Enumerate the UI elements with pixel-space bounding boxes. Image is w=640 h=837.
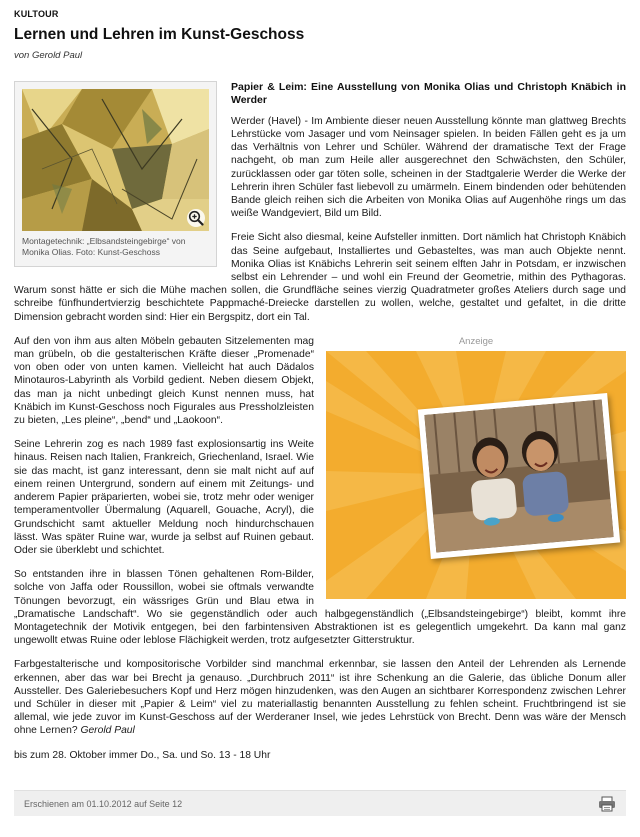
children-photo [424,399,613,552]
article-subhead: Papier & Leim: Eine Ausstellung von Monika Olias und Christoph Knäbich in Werder [231,80,626,106]
photo-caption: Montagetechnik: „Elbsandsteingebirge“ von Monika Olias. Foto: Kunst-Geschoss [22,235,186,257]
publication-info: Erschienen am 01.10.2012 auf Seite 12 [24,799,183,809]
advertisement[interactable] [326,335,626,599]
article-body [14,81,626,762]
article-headline: Lernen und Lehren im Kunst-Geschoss [14,26,305,44]
paragraph-3: Auf den von ihm aus alten Möbeln gebauten Sitzelementen mag man grübeln, ob die gestalterischen Kräfte dieser „Promenade“ von oben oder von unten kamen. Vielleicht hat auch Dädalos Minotauros-Labyrinth als Vorbild gedient. Neben diesem Objekt, das man ja nicht unbedingt gleich Kunst nennen muss, hat Knäbich im Kunst-Geschoss noch Figurales aus Pressholzleisten zu bieten, „Les pleine“, „bend“ und „Laokoon“. [14,335,314,427]
paragraph-5: So entstanden ihre in blassen Tönen gehaltenen Rom-Bilder, solche von Jaffa oder Roussillon, wobei sie oftmals verwandte Tönungen bevorzugt, ein wässriges Grün und Blau etwa in „Dramatische Landschaft“. Wo sie gegenständlich oder auch halbgegenständlich („Elbsandsteingebirge“) bleibt, kommt ihre Montagetechnik der Motivik entgegen, bei den farbintensiven Abstraktionen ist es gelegentlich umgekehrt. Da kann mal ganz ungewollt etwas Ruine oder leblose Flächigkeit werden, trotz aufgesetzter Gitterstruktur. [14,569,626,647]
printer-icon[interactable] [598,796,616,812]
paragraph-6-text: Farbgestalterische und kompositorische Vorbilder sind manchmal erkennbar, sie lassen den Anteil der Lehrenden als Lernende erkennen, aber das war bei Brecht ja genauso. „Durchbruch 2011“ ist ihre Schenkung an die Galerie, das übliche Donum aller Aussteller. Des Galeriebesuchers Kopf und Herz mögen hinzudenken, was den Augen an sichtbarer Korrespondenz zwischen Lehrer und Schüler in dieser mit „Papier & Leim“ viel zu materiallastig benannten Ausstellung zu fehlen scheint. Fruchtbringend ist sie allemal, wie jede zuvor im Kunst-Geschoss auf der Werderaner Insel, wie jedes Lehrstück von Brecht. Denn was wäre der Mensch ohne Lernen? [14,659,626,737]
paragraph-2: Freie Sicht also diesmal, keine Aufsteller inmitten. Dort nämlich hat Christoph Knäbich das Seine aufgebaut, Installiertes und Gebasteltes, was man auch Objekte nennt. Monika Olias ist Knäbichs Lehrerin seit seinem elften Jahr in Potsdam, er inzwischen selbst ein Lehrender – und wohl ein Freund der Geometrie, mithin des Pythagoras. Warum sonst hätte er sich die Mühe machen sollen, die Grundfläche seines vierzig Quadratmeter großes Ateliers durch sage und schreibe fünfhundertvierzig beschichtete Pappmaché-Dreiecke darstellen zu wollen, welche, gestaltet und gefaltet, in die dritte Dimension gebracht worden sind: Hier ein Bergspitz, dort ein Tal. [14,232,626,323]
collage-artwork-image [22,89,209,231]
paragraph-1: Werder (Havel) - Im Ambiente dieser neuen Ausstellung könnte man glattweg Brechts Lehrstücke vom Jasager und vom Neinsager spielen. In beiden Fällen geht es ja um das Verhältnis von Lehrer und Schüler. Während der dramatische Text der Frage nachgeht, ob man zum Heile aller ausgerechnet den Schwächsten, den Schüler, zurücklassen oder gar töten solle, scheinen in der Stadtgalerie Werder die Werke der Lehrerin ihren Schüler fast liebevoll zu umärmeln. Einem bindenden oder behütenden Bande gleich reihen sich die Arbeiten von Monika Olias auf Augenhöhe rings um das weiße Wandgeviert, Bild um Bild. [231,115,626,220]
paragraph-6 [14,658,626,737]
article-photo[interactable] [22,89,209,231]
article-signature: Gerold Paul [80,725,135,737]
ad-banner[interactable] [326,351,626,599]
paragraph-4: Seine Lehrerin zog es nach 1989 fast explosionsartig ins Weite hinaus. Reisen nach Italien, Frankreich, Griechenland, Israel. Wie sie das macht, ist ganz interessant, denn sie malt nicht auf auf einem reinen Untergrund, sondern auf einem mit Zeitungs- und anderem Papier präparierten, wobei sie, trotz mehr oder weniger temperamentvoller Übermalung (Aquarell, Gouache, Acryl), die Grundschicht samt aktueller Meldung noch hindurchschauen lässt. Was später Ruine war, wurde ja selbst auf Ruinen gebaut. Oder sie überklebt und schichtet. [14,439,314,556]
article-byline: von Gerold Paul [14,50,83,62]
photo-box [14,81,217,267]
article [14,8,626,762]
article-footer [14,790,626,816]
ad-label: Anzeige [458,335,494,347]
magnifier-plus-icon[interactable] [187,209,205,227]
section-kicker: KULTOUR [14,9,59,19]
exhibition-dates: bis zum 28. Oktober immer Do., Sa. und So. 13 - 18 Uhr [14,749,271,761]
ad-photo-frame [418,393,620,559]
